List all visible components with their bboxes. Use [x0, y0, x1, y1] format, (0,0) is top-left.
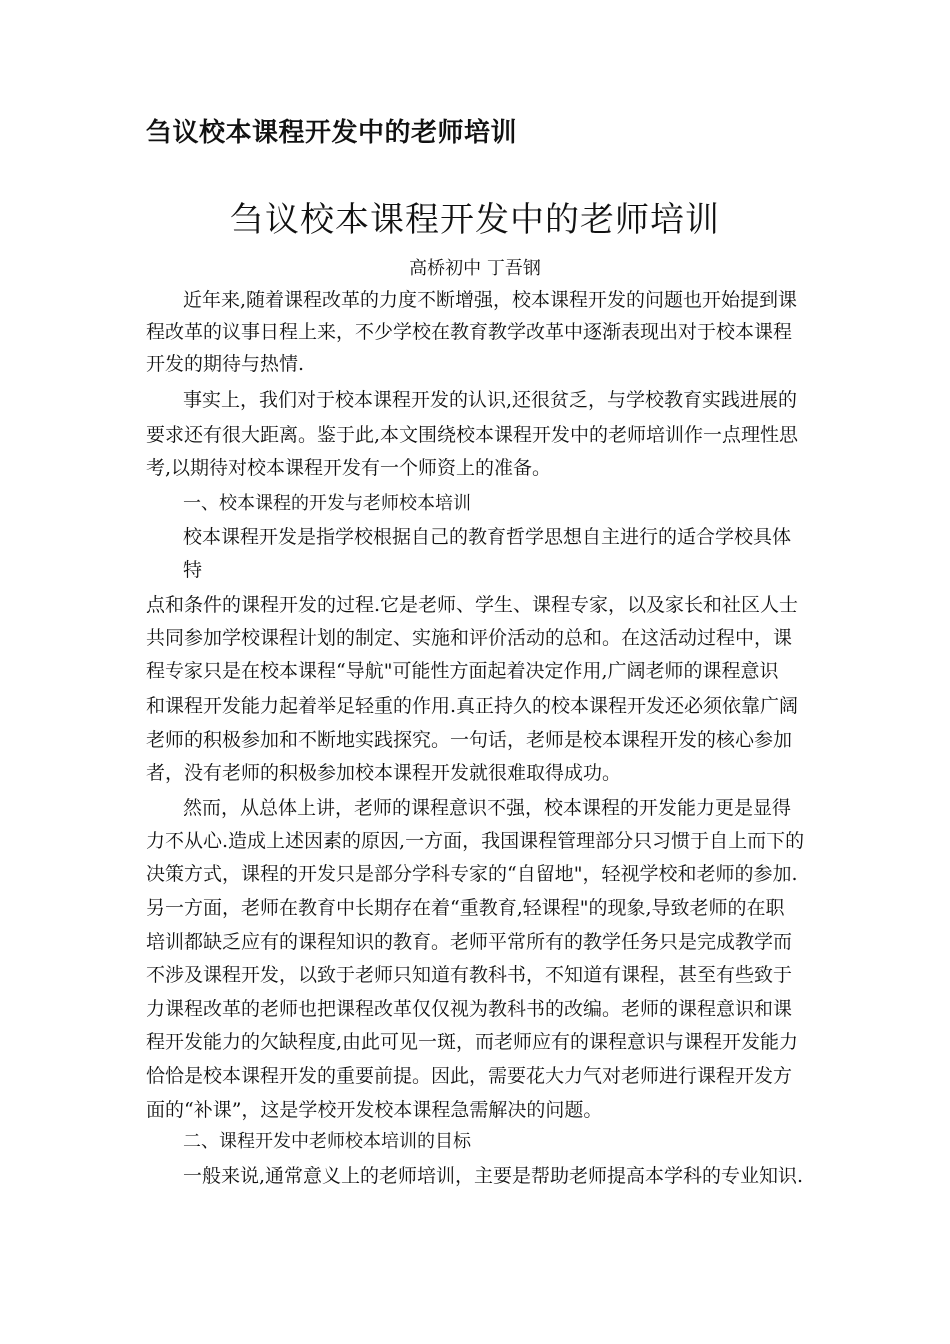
paragraph-3-line-6: 和课程开发能力起着举足轻重的作用.真正持久的校本课程开发还必须依靠广阔	[146, 695, 799, 717]
paragraph-4-line-5: 培训都缺乏应有的课程知识的教育。老师平常所有的教学任务只是完成教学而	[146, 931, 793, 953]
paragraph-1-line-3: 开发的期待与热情.	[146, 353, 305, 375]
paragraph-2-line-2: 要求还有很大距离。鉴于此,本文围绕校本课程开发中的老师培训作一点理性思	[146, 424, 799, 446]
paragraph-1-line-2: 程改革的议事日程上来，不少学校在教育教学改革中逐渐表现出对于校本课程	[146, 321, 793, 343]
document-title: 刍议校本课程开发中的老师培训	[230, 200, 720, 240]
paragraph-4-line-7: 力课程改革的老师也把课程改革仅仅视为教科书的改编。老师的课程意识和课	[146, 998, 793, 1020]
paragraph-4-line-2: 力不从心.造成上述因素的原因,一方面，我国课程管理部分只习惯于自上而下的	[146, 830, 805, 852]
section-heading-2: 二、课程开发中老师校本培训的目标	[183, 1131, 471, 1152]
paragraph-4-line-4: 另一方面，老师在教育中长期存在着“重教育,轻课程"的现象,导致老师的在职	[146, 897, 785, 919]
paragraph-3-line-7: 老师的积极参加和不断地实践探究。一句话，老师是校本课程开发的核心参加	[146, 729, 793, 751]
paragraph-5-line-1: 一般来说,通常意义上的老师培训，主要是帮助老师提高本学科的专业知识.	[183, 1165, 804, 1187]
paragraph-3-line-2: 特	[183, 559, 203, 581]
paragraph-2-line-3: 考,以期待对校本课程开发有一个师资上的准备。	[146, 457, 552, 479]
author-line: 高桥初中 丁吾钢	[409, 258, 541, 279]
paragraph-3-line-4: 共同参加学校课程计划的制定、实施和评价活动的总和。在这活动过程中，课	[146, 627, 793, 649]
paragraph-4-line-6: 不涉及课程开发，以致于老师只知道有教科书，不知道有课程，甚至有些致于	[146, 964, 793, 986]
paragraph-2-line-1: 事实上，我们对于校本课程开发的认识,还很贫乏，与学校教育实践进展的	[183, 389, 798, 411]
paragraph-3-line-5: 程专家只是在校本课程“导航"可能性方面起着决定作用,广阔老师的课程意识	[146, 660, 779, 682]
paragraph-4-line-9: 恰恰是校本课程开发的重要前提。因此，需要花大力气对老师进行课程开发方	[146, 1065, 793, 1087]
paragraph-4-line-1: 然而，从总体上讲，老师的课程意识不强，校本课程的开发能力更是显得	[183, 797, 792, 819]
paragraph-4-line-10: 面的“补课”，这是学校开发校本课程急需解决的问题。	[146, 1099, 603, 1121]
section-heading-1: 一、校本课程的开发与老师校本培训	[183, 493, 471, 514]
paragraph-4-line-3: 决策方式，课程的开发只是部分学科专家的“自留地"，轻视学校和老师的参加.	[146, 863, 798, 885]
paragraph-3-line-8: 者，没有老师的积极参加校本课程开发就很难取得成功。	[146, 762, 622, 784]
paragraph-1-line-1: 近年来,随着课程改革的力度不断增强，校本课程开发的问题也开始提到课	[183, 289, 798, 311]
paragraph-3-line-1: 校本课程开发是指学校根据自己的教育哲学思想自主进行的适合学校具体	[183, 526, 792, 548]
paragraph-3-line-3: 点和条件的课程开发的过程.它是老师、学生、课程专家，以及家长和社区人士	[146, 594, 799, 616]
paragraph-4-line-8: 程开发能力的欠缺程度,由此可见一斑，而老师应有的课程意识与课程开发能力	[146, 1031, 799, 1053]
running-header: 刍议校本课程开发中的老师培训	[146, 118, 518, 148]
